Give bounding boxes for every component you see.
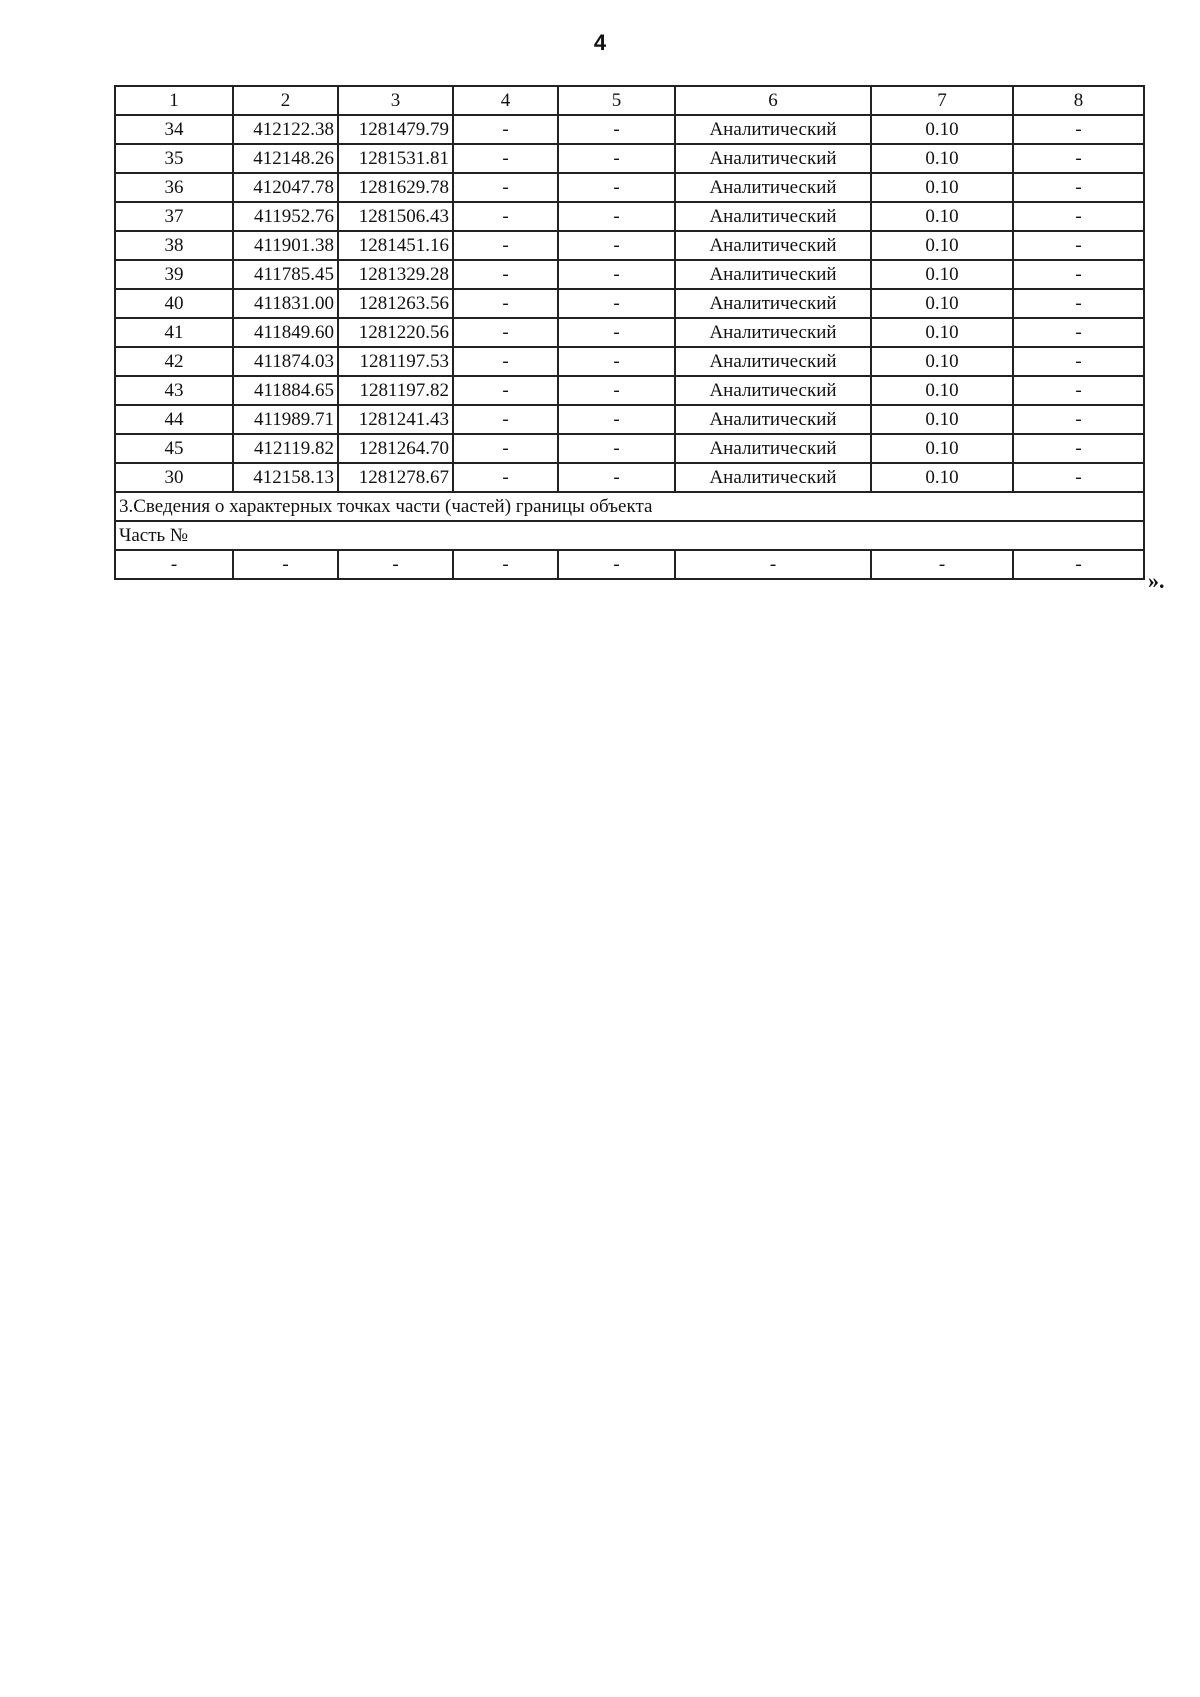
col5-cell: - (558, 231, 675, 260)
col4-cell: - (453, 347, 558, 376)
x-coordinate-cell: 411884.65 (233, 376, 338, 405)
col8-cell: - (1013, 260, 1144, 289)
method-cell: Аналитический (675, 347, 871, 376)
col4-cell: - (453, 202, 558, 231)
table-row (115, 434, 1144, 463)
table-row (115, 231, 1144, 260)
y-coordinate-cell: 1281197.82 (338, 376, 453, 405)
x-coordinate-cell: 411874.03 (233, 347, 338, 376)
method-cell: Аналитический (675, 318, 871, 347)
x-coordinate-cell: 412047.78 (233, 173, 338, 202)
col4-cell: - (453, 405, 558, 434)
col8-cell: - (1013, 289, 1144, 318)
accuracy-cell: 0.10 (871, 144, 1013, 173)
y-coordinate-cell: 1281531.81 (338, 144, 453, 173)
empty-cell: - (338, 550, 453, 579)
header-cell: 3 (338, 86, 453, 115)
x-coordinate-cell: 412119.82 (233, 434, 338, 463)
col5-cell: - (558, 376, 675, 405)
header-row (115, 86, 1144, 115)
table-row (115, 202, 1144, 231)
x-coordinate-cell: 411785.45 (233, 260, 338, 289)
col5-cell: - (558, 347, 675, 376)
col5-cell: - (558, 173, 675, 202)
point-number-cell: 35 (115, 144, 233, 173)
x-coordinate-cell: 411849.60 (233, 318, 338, 347)
accuracy-cell: 0.10 (871, 115, 1013, 144)
part-label-row (115, 521, 1144, 550)
table-row (115, 347, 1144, 376)
empty-cell: - (115, 550, 233, 579)
section3-title: 3.Сведения о характерных точках части (частей) границы объекта (115, 492, 1144, 521)
col8-cell: - (1013, 376, 1144, 405)
method-cell: Аналитический (675, 376, 871, 405)
point-number-cell: 38 (115, 231, 233, 260)
header-cell: 8 (1013, 86, 1144, 115)
accuracy-cell: 0.10 (871, 289, 1013, 318)
table-row (115, 376, 1144, 405)
col8-cell: - (1013, 173, 1144, 202)
y-coordinate-cell: 1281629.78 (338, 173, 453, 202)
col8-cell: - (1013, 347, 1144, 376)
method-cell: Аналитический (675, 434, 871, 463)
point-number-cell: 43 (115, 376, 233, 405)
header-cell: 6 (675, 86, 871, 115)
point-number-cell: 45 (115, 434, 233, 463)
col4-cell: - (453, 376, 558, 405)
col4-cell: - (453, 231, 558, 260)
method-cell: Аналитический (675, 231, 871, 260)
col5-cell: - (558, 115, 675, 144)
table-row (115, 405, 1144, 434)
header-cell: 4 (453, 86, 558, 115)
point-number-cell: 30 (115, 463, 233, 492)
header-cell: 1 (115, 86, 233, 115)
x-coordinate-cell: 411901.38 (233, 231, 338, 260)
col5-cell: - (558, 405, 675, 434)
x-coordinate-cell: 411952.76 (233, 202, 338, 231)
col4-cell: - (453, 115, 558, 144)
part-number-label: Часть № (115, 521, 1144, 550)
y-coordinate-cell: 1281220.56 (338, 318, 453, 347)
col8-cell: - (1013, 202, 1144, 231)
coordinates-table (114, 85, 1145, 580)
accuracy-cell: 0.10 (871, 434, 1013, 463)
closing-quote: ». (1148, 568, 1165, 593)
empty-cell: - (871, 550, 1013, 579)
table-row (115, 115, 1144, 144)
method-cell: Аналитический (675, 115, 871, 144)
col8-cell: - (1013, 115, 1144, 144)
y-coordinate-cell: 1281197.53 (338, 347, 453, 376)
col4-cell: - (453, 173, 558, 202)
accuracy-cell: 0.10 (871, 463, 1013, 492)
col4-cell: - (453, 260, 558, 289)
col5-cell: - (558, 260, 675, 289)
header-cell: 7 (871, 86, 1013, 115)
method-cell: Аналитический (675, 289, 871, 318)
col4-cell: - (453, 289, 558, 318)
accuracy-cell: 0.10 (871, 202, 1013, 231)
col5-cell: - (558, 318, 675, 347)
header-cell: 5 (558, 86, 675, 115)
col8-cell: - (1013, 144, 1144, 173)
header-cell: 2 (233, 86, 338, 115)
point-number-cell: 39 (115, 260, 233, 289)
col5-cell: - (558, 202, 675, 231)
accuracy-cell: 0.10 (871, 347, 1013, 376)
point-number-cell: 36 (115, 173, 233, 202)
accuracy-cell: 0.10 (871, 260, 1013, 289)
y-coordinate-cell: 1281263.56 (338, 289, 453, 318)
method-cell: Аналитический (675, 202, 871, 231)
col5-cell: - (558, 434, 675, 463)
col8-cell: - (1013, 434, 1144, 463)
y-coordinate-cell: 1281506.43 (338, 202, 453, 231)
col4-cell: - (453, 434, 558, 463)
col5-cell: - (558, 144, 675, 173)
page-number: 4 (593, 30, 607, 55)
col4-cell: - (453, 318, 558, 347)
point-number-cell: 40 (115, 289, 233, 318)
col8-cell: - (1013, 231, 1144, 260)
empty-cell: - (233, 550, 338, 579)
empty-cell: - (453, 550, 558, 579)
col4-cell: - (453, 144, 558, 173)
point-number-cell: 44 (115, 405, 233, 434)
y-coordinate-cell: 1281241.43 (338, 405, 453, 434)
table-row (115, 318, 1144, 347)
accuracy-cell: 0.10 (871, 231, 1013, 260)
table-row (115, 289, 1144, 318)
accuracy-cell: 0.10 (871, 405, 1013, 434)
empty-cell: - (1013, 550, 1144, 579)
y-coordinate-cell: 1281278.67 (338, 463, 453, 492)
y-coordinate-cell: 1281479.79 (338, 115, 453, 144)
col4-cell: - (453, 463, 558, 492)
col5-cell: - (558, 463, 675, 492)
empty-part-row (115, 550, 1144, 579)
accuracy-cell: 0.10 (871, 318, 1013, 347)
method-cell: Аналитический (675, 405, 871, 434)
accuracy-cell: 0.10 (871, 173, 1013, 202)
point-number-cell: 34 (115, 115, 233, 144)
table-row (115, 173, 1144, 202)
accuracy-cell: 0.10 (871, 376, 1013, 405)
y-coordinate-cell: 1281451.16 (338, 231, 453, 260)
point-number-cell: 41 (115, 318, 233, 347)
x-coordinate-cell: 412158.13 (233, 463, 338, 492)
empty-cell: - (558, 550, 675, 579)
coordinates-table-container (114, 85, 1145, 580)
col5-cell: - (558, 289, 675, 318)
y-coordinate-cell: 1281264.70 (338, 434, 453, 463)
table-row (115, 144, 1144, 173)
method-cell: Аналитический (675, 260, 871, 289)
x-coordinate-cell: 411831.00 (233, 289, 338, 318)
method-cell: Аналитический (675, 144, 871, 173)
method-cell: Аналитический (675, 173, 871, 202)
x-coordinate-cell: 412122.38 (233, 115, 338, 144)
table-row (115, 463, 1144, 492)
y-coordinate-cell: 1281329.28 (338, 260, 453, 289)
point-number-cell: 37 (115, 202, 233, 231)
x-coordinate-cell: 411989.71 (233, 405, 338, 434)
col8-cell: - (1013, 463, 1144, 492)
table-body (115, 86, 1144, 579)
table-row (115, 260, 1144, 289)
point-number-cell: 42 (115, 347, 233, 376)
x-coordinate-cell: 412148.26 (233, 144, 338, 173)
col8-cell: - (1013, 405, 1144, 434)
empty-cell: - (675, 550, 871, 579)
method-cell: Аналитический (675, 463, 871, 492)
col8-cell: - (1013, 318, 1144, 347)
section3-title-row (115, 492, 1144, 521)
